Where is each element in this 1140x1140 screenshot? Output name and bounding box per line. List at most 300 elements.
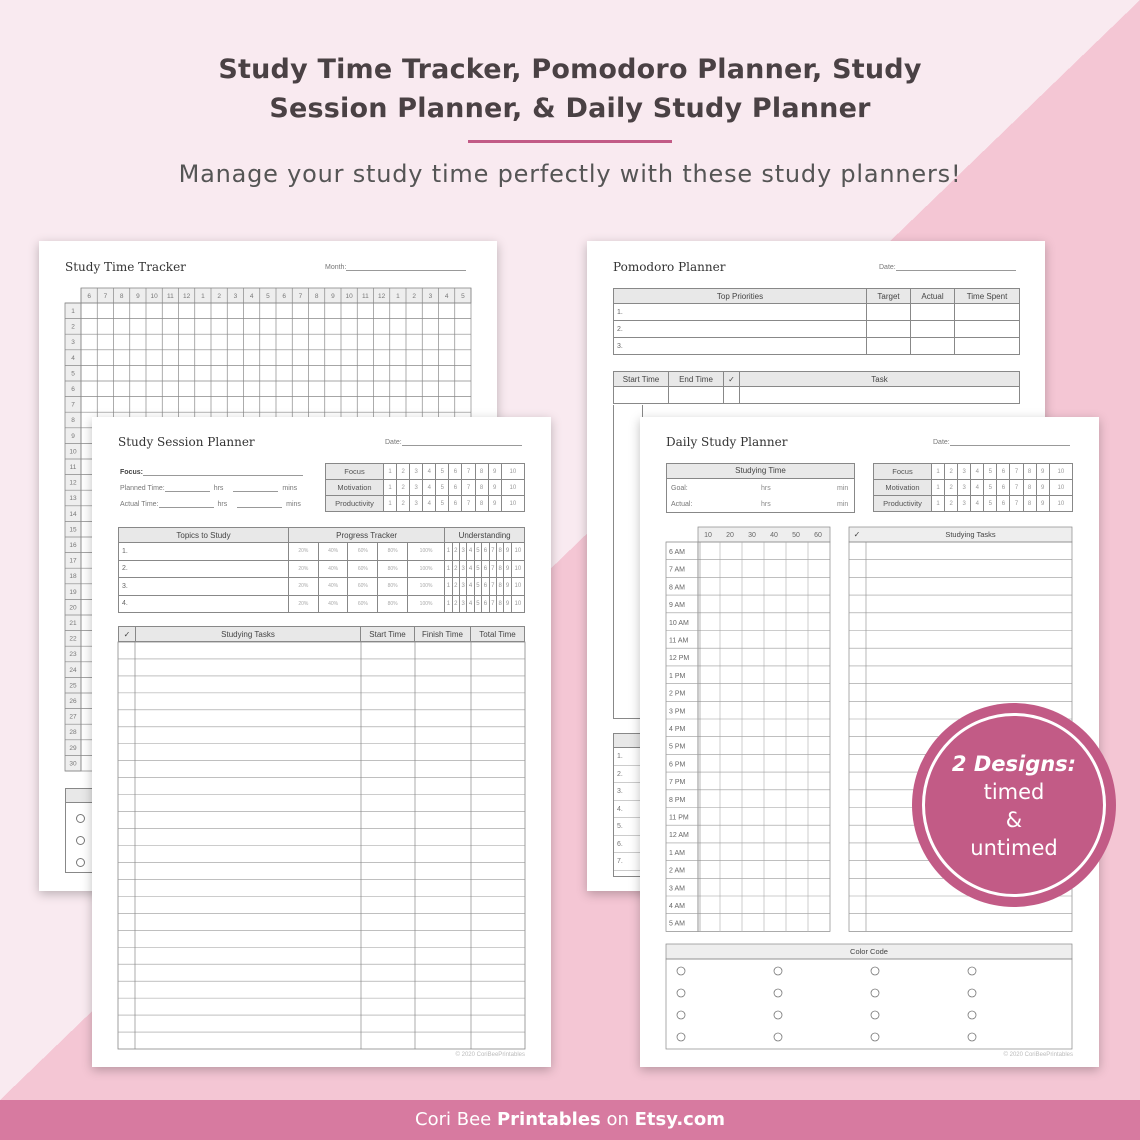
rating-value[interactable]: 10 [501,496,524,512]
understanding-value[interactable]: 7 [489,560,496,578]
rating-value[interactable]: 5 [436,464,449,480]
copyright: © 2020 CoriBeePrintables [455,1052,525,1058]
priorities-header: Top Priorities [614,289,867,304]
progress-percent[interactable]: 20% [289,595,319,613]
studying-task-rows [92,417,551,1067]
day-label: 23 [69,651,77,659]
rating-label: Productivity [874,496,932,512]
minute-mark: 50 [792,532,800,539]
hour-label: 5 AM [669,920,685,928]
tracker-title: Study Time Tracker [65,260,186,274]
hour-label: 8 PM [669,796,686,804]
progress-percent[interactable]: 20% [289,560,319,578]
hour-label: 4 [444,293,449,300]
badge-line-3: & [1005,808,1023,832]
hour-label: 12 [378,293,386,300]
understanding-value[interactable]: 4 [467,543,474,561]
total-time-header: Total Time [471,627,525,642]
title-divider [468,140,672,143]
understanding-value[interactable]: 5 [474,543,481,561]
minute-mark: 60 [814,532,822,539]
rating-value[interactable]: 7 [1010,496,1023,512]
rating-value[interactable]: 9 [488,496,501,512]
rating-value[interactable]: 8 [475,464,488,480]
rating-value[interactable]: 5 [984,464,997,480]
hour-label: 6 [87,293,91,300]
hour-label: 3 [233,293,238,300]
hour-label: 9 [331,293,335,300]
color-circle-icon [76,836,85,845]
color-circle-icon[interactable] [871,967,879,975]
day-label: 8 [71,417,75,425]
hour-label: 8 AM [669,584,685,592]
rating-value[interactable]: 2 [397,480,410,496]
rating-value[interactable]: 7 [1010,464,1023,480]
bottom-number: 6. [614,836,642,854]
rating-value[interactable]: 8 [475,496,488,512]
rating-value[interactable]: 7 [1010,480,1023,496]
progress-percent[interactable]: 80% [378,578,408,596]
hour-label: 2 AM [669,867,685,875]
hour-label: 7 [103,293,108,300]
day-label: 1 [71,308,75,315]
rating-value[interactable]: 1 [384,496,397,512]
progress-percent[interactable]: 60% [348,578,378,596]
understanding-value[interactable]: 1 [445,595,452,613]
day-label: 27 [69,713,77,721]
hour-label: 4 AM [669,903,685,910]
color-circle-icon[interactable] [677,967,685,975]
hour-label: 2 [217,293,221,300]
rating-value[interactable]: 4 [971,464,984,480]
rating-value[interactable]: 9 [488,480,501,496]
rating-value[interactable]: 1 [932,464,945,480]
hour-label: 3 [428,293,433,300]
understanding-value[interactable]: 1 [445,578,452,596]
day-label: 21 [69,620,77,627]
actual-header: Actual [911,289,955,304]
color-circle-icon[interactable] [677,1033,685,1041]
page-title [0,50,1140,128]
day-label: 30 [69,760,77,768]
hour-label: 1 AM [669,849,685,857]
progress-percent[interactable]: 100% [407,595,444,613]
study-session-planner-sheet [92,417,551,1067]
topic-number: 3. [119,578,289,596]
date-label: Date: [879,264,896,271]
pomodoro-task-table [613,371,1020,404]
rating-value[interactable]: 6 [997,464,1010,480]
pomodoro-left-column [613,405,643,719]
rating-value[interactable]: 10 [1049,496,1072,512]
day-label: 9 [71,432,75,440]
studying-tasks-header: Studying Tasks [945,530,996,539]
understanding-value[interactable]: 6 [482,560,489,578]
studying-tasks-header: Studying Tasks [136,627,361,642]
rating-value[interactable]: 1 [932,480,945,496]
rating-value[interactable]: 8 [1023,464,1036,480]
hour-label: 10 AM [669,619,689,627]
rating-value[interactable]: 3 [410,496,423,512]
hour-label: 12 PM [669,655,690,663]
color-circle-icon[interactable] [871,989,879,997]
actual-label: Actual Time: [120,501,159,508]
color-circle-icon[interactable] [677,989,685,997]
rating-value[interactable]: 10 [1049,464,1072,480]
badge-line-4: untimed [970,836,1058,860]
progress-percent[interactable]: 80% [378,543,408,561]
minute-mark: 20 [726,532,734,539]
rating-label: Motivation [874,480,932,496]
rating-value[interactable]: 9 [1036,464,1049,480]
hour-label: 6 PM [669,761,686,769]
day-label: 12 [69,479,77,487]
footer-brand-1: Cori Bee [415,1109,497,1130]
hour-label: 10 [345,293,353,300]
understanding-value[interactable]: 8 [496,595,503,613]
hour-label: 11 [167,293,174,300]
understanding-value[interactable]: 7 [489,578,496,596]
rating-value[interactable]: 2 [945,464,958,480]
day-label: 28 [69,729,77,737]
badge-line-1: 2 Designs: [951,752,1077,776]
color-circle-icon[interactable] [968,1033,976,1041]
rating-value[interactable]: 4 [423,496,436,512]
rating-value[interactable]: 1 [932,496,945,512]
day-label: 6 [71,386,75,393]
planned-label: Planned Time: [120,485,165,492]
check-icon: ✓ [119,627,136,642]
rating-value[interactable]: 3 [410,480,423,496]
rating-value[interactable]: 1 [384,464,397,480]
priorities-table [613,288,1020,355]
rating-value[interactable]: 6 [997,496,1010,512]
priority-number: 3. [614,338,867,355]
hour-label: 11 [362,293,369,300]
progress-header: Progress Tracker [289,528,445,543]
hour-label: 9 [136,293,140,300]
color-circle-icon[interactable] [968,967,976,975]
progress-percent[interactable]: 100% [407,578,444,596]
color-circle-icon[interactable] [774,989,782,997]
understanding-value[interactable]: 8 [496,578,503,596]
rating-label: Focus [326,464,384,480]
rating-value[interactable]: 5 [984,496,997,512]
day-label: 17 [69,557,77,565]
understanding-value[interactable]: 3 [460,560,467,578]
rating-value[interactable]: 8 [1023,480,1036,496]
day-label: 5 [71,370,75,378]
understanding-value[interactable]: 4 [467,578,474,596]
session-title: Study Session Planner [118,435,255,449]
rating-value[interactable]: 10 [1049,480,1072,496]
rating-value[interactable]: 4 [971,480,984,496]
footer-etsy: Etsy.com [634,1109,725,1130]
date-label: Date: [385,439,402,446]
understanding-value[interactable]: 9 [504,578,511,596]
topic-number: 4. [119,595,289,613]
minute-mark: 40 [770,532,778,539]
understanding-value[interactable]: 8 [496,560,503,578]
hour-label: 9 AM [669,602,685,610]
badge-line-2: timed [983,780,1045,804]
bottom-number: 4. [614,801,642,819]
pomodoro-date [879,264,1016,271]
hour-label: 5 [266,293,270,300]
color-circle-icon[interactable] [871,1033,879,1041]
rating-value[interactable]: 5 [984,480,997,496]
understanding-value[interactable]: 3 [460,595,467,613]
rating-value[interactable]: 1 [384,480,397,496]
rating-value[interactable]: 3 [410,464,423,480]
day-label: 11 [69,464,77,471]
progress-percent[interactable]: 40% [318,543,348,561]
understanding-value[interactable]: 10 [511,543,524,561]
rating-value[interactable]: 10 [501,480,524,496]
understanding-value[interactable]: 6 [482,595,489,613]
color-circle-icon [76,814,85,823]
understanding-value[interactable]: 9 [504,543,511,561]
progress-percent[interactable]: 20% [289,543,319,561]
rating-value[interactable]: 5 [436,480,449,496]
progress-percent[interactable]: 60% [348,595,378,613]
progress-percent[interactable]: 40% [318,560,348,578]
day-label: 15 [69,526,77,534]
understanding-header: Understanding [445,528,525,543]
day-label: 2 [71,323,75,331]
hour-label: 10 [150,293,158,300]
day-label: 3 [71,339,75,347]
pomodoro-title: Pomodoro Planner [613,260,726,274]
hour-label: 2 PM [669,690,686,698]
start-time-header: Start Time [614,372,669,387]
rating-label: Productivity [326,496,384,512]
mins-label: mins [286,501,301,508]
mins-label: mins [282,485,298,492]
color-circle-icon[interactable] [968,989,976,997]
footer-brand-2: Printables [496,1109,601,1130]
hour-label: 11 PM [669,814,689,822]
rating-value[interactable]: 7 [462,496,475,512]
hour-label: 8 [314,293,319,300]
priority-number: 1. [614,304,867,321]
understanding-value[interactable]: 1 [445,543,452,561]
goal-label: Goal: [671,485,688,492]
hour-label: 8 [119,293,124,300]
day-label: 20 [69,604,77,612]
footer-on: on [600,1109,635,1130]
hour-label: 1 [396,293,400,300]
understanding-value[interactable]: 8 [496,543,503,561]
min-label: min [837,501,849,508]
understanding-value[interactable]: 10 [511,595,524,613]
rating-value[interactable]: 4 [423,464,436,480]
color-circle-icon[interactable] [774,1033,782,1041]
color-circle-icon[interactable] [677,1011,685,1019]
hour-label: 7 [298,293,303,300]
hrs-label: hrs [213,485,224,492]
understanding-value[interactable]: 4 [467,595,474,613]
progress-percent[interactable]: 60% [348,543,378,561]
color-circle-icon[interactable] [774,1011,782,1019]
copyright: © 2020 CoriBeePrintables [1003,1052,1073,1058]
understanding-value[interactable]: 6 [482,543,489,561]
rating-value[interactable]: 4 [423,480,436,496]
studying-time-header: Studying Time [667,464,854,479]
understanding-value[interactable]: 5 [474,560,481,578]
understanding-value[interactable]: 10 [511,578,524,596]
check-icon: ✓ [724,372,740,387]
rating-value[interactable]: 5 [436,496,449,512]
rating-value[interactable]: 3 [958,496,971,512]
understanding-value[interactable]: 7 [489,543,496,561]
color-circle-icon[interactable] [871,1011,879,1019]
rating-value[interactable]: 4 [971,496,984,512]
bottom-number: 1. [614,748,642,766]
day-label: 25 [69,682,77,690]
hour-label: 12 AM [669,832,689,840]
understanding-value[interactable]: 2 [452,595,459,613]
rating-value[interactable]: 2 [397,496,410,512]
day-label: 22 [69,635,77,643]
day-label: 7 [71,401,75,409]
bottom-number: 5. [614,818,642,836]
understanding-value[interactable]: 4 [467,560,474,578]
hour-label: 7 PM [669,779,686,787]
understanding-value[interactable]: 7 [489,595,496,613]
topics-header: Topics to Study [119,528,289,543]
hrs-label: hrs [217,501,228,508]
tracker-bottom-box [65,788,95,873]
progress-percent[interactable]: 20% [289,578,319,596]
rating-value[interactable]: 8 [475,480,488,496]
page-subtitle: Manage your study time perfectly with these study planners! [178,160,962,188]
progress-percent[interactable]: 40% [318,595,348,613]
end-time-header: End Time [669,372,724,387]
designs-badge [922,713,1106,897]
rating-value[interactable]: 2 [945,496,958,512]
rating-value[interactable]: 6 [449,464,462,480]
pomodoro-bottom-box [613,733,643,877]
focus-label: Focus: [120,469,143,476]
hour-label: 7 AM [669,566,685,574]
rating-value[interactable]: 3 [958,480,971,496]
topic-number: 2. [119,560,289,578]
understanding-value[interactable]: 2 [452,578,459,596]
rating-value[interactable]: 10 [501,464,524,480]
hrs-label: hrs [761,485,771,492]
title-line-2: Session Planner, & Daily Study Planner [269,93,871,124]
priority-number: 2. [614,321,867,338]
hour-label: 12 [183,293,191,300]
rating-value[interactable]: 7 [462,480,475,496]
rating-value[interactable]: 6 [449,480,462,496]
rating-value[interactable]: 9 [1036,496,1049,512]
rating-value[interactable]: 3 [958,464,971,480]
day-label: 10 [69,448,77,456]
hour-label: 2 [412,293,416,300]
progress-percent[interactable]: 80% [378,560,408,578]
rating-value[interactable]: 6 [997,480,1010,496]
month-label: Month: [325,264,347,271]
rating-value[interactable]: 8 [1023,496,1036,512]
topic-number: 1. [119,543,289,561]
minute-mark: 10 [704,532,712,539]
hour-label: 1 PM [669,672,686,680]
target-header: Target [867,289,911,304]
rating-label: Focus [874,464,932,480]
hour-label: 6 [282,293,286,300]
understanding-value[interactable]: 6 [482,578,489,596]
progress-percent[interactable]: 60% [348,560,378,578]
color-code-header: Color Code [850,947,888,956]
progress-percent[interactable]: 100% [407,560,444,578]
progress-percent[interactable]: 80% [378,595,408,613]
hour-label: 1 [201,293,205,300]
understanding-value[interactable]: 10 [511,560,524,578]
day-label: 24 [69,666,77,674]
rating-value[interactable]: 2 [397,464,410,480]
color-circle-icon[interactable] [774,967,782,975]
hour-label: 4 PM [669,726,686,733]
understanding-value[interactable]: 9 [504,595,511,613]
time-spent-header: Time Spent [955,289,1020,304]
finish-time-header: Finish Time [415,627,471,642]
start-time-header: Start Time [361,627,415,642]
day-label: 16 [69,542,77,549]
day-label: 13 [69,495,77,503]
understanding-value[interactable]: 5 [474,595,481,613]
hour-label: 5 [461,293,465,300]
hour-label: 3 PM [669,708,686,716]
rating-value[interactable]: 2 [945,480,958,496]
day-label: 26 [69,698,77,705]
rating-value[interactable]: 6 [449,496,462,512]
understanding-value[interactable]: 3 [460,578,467,596]
color-circle-icon[interactable] [968,1011,976,1019]
day-label: 29 [69,744,77,752]
check-icon: ✓ [853,530,861,539]
understanding-value[interactable]: 9 [504,560,511,578]
bottom-number: 3. [614,783,642,801]
understanding-value[interactable]: 5 [474,578,481,596]
hour-label: 6 AM [669,549,685,556]
hour-label: 11 AM [669,637,689,645]
hrs-label: hrs [761,501,771,508]
understanding-value[interactable]: 3 [460,543,467,561]
minute-mark: 30 [748,532,756,539]
title-line-1: Study Time Tracker, Pomodoro Planner, Study [218,54,922,85]
day-label: 14 [69,510,77,518]
actual-label: Actual: [671,501,693,508]
understanding-value[interactable]: 2 [452,560,459,578]
rating-value[interactable]: 9 [488,464,501,480]
shop-footer [0,1100,1140,1140]
min-label: min [837,485,849,492]
rating-value[interactable]: 9 [1036,480,1049,496]
rating-label: Motivation [326,480,384,496]
task-header: Task [740,372,1020,387]
rating-value[interactable]: 7 [462,464,475,480]
color-circle-icon [76,858,85,867]
day-label: 19 [69,588,77,596]
progress-percent[interactable]: 100% [407,543,444,561]
understanding-value[interactable]: 1 [445,560,452,578]
understanding-value[interactable]: 2 [452,543,459,561]
bottom-number: 2. [614,766,642,784]
progress-percent[interactable]: 40% [318,578,348,596]
hour-label: 3 AM [669,885,685,893]
